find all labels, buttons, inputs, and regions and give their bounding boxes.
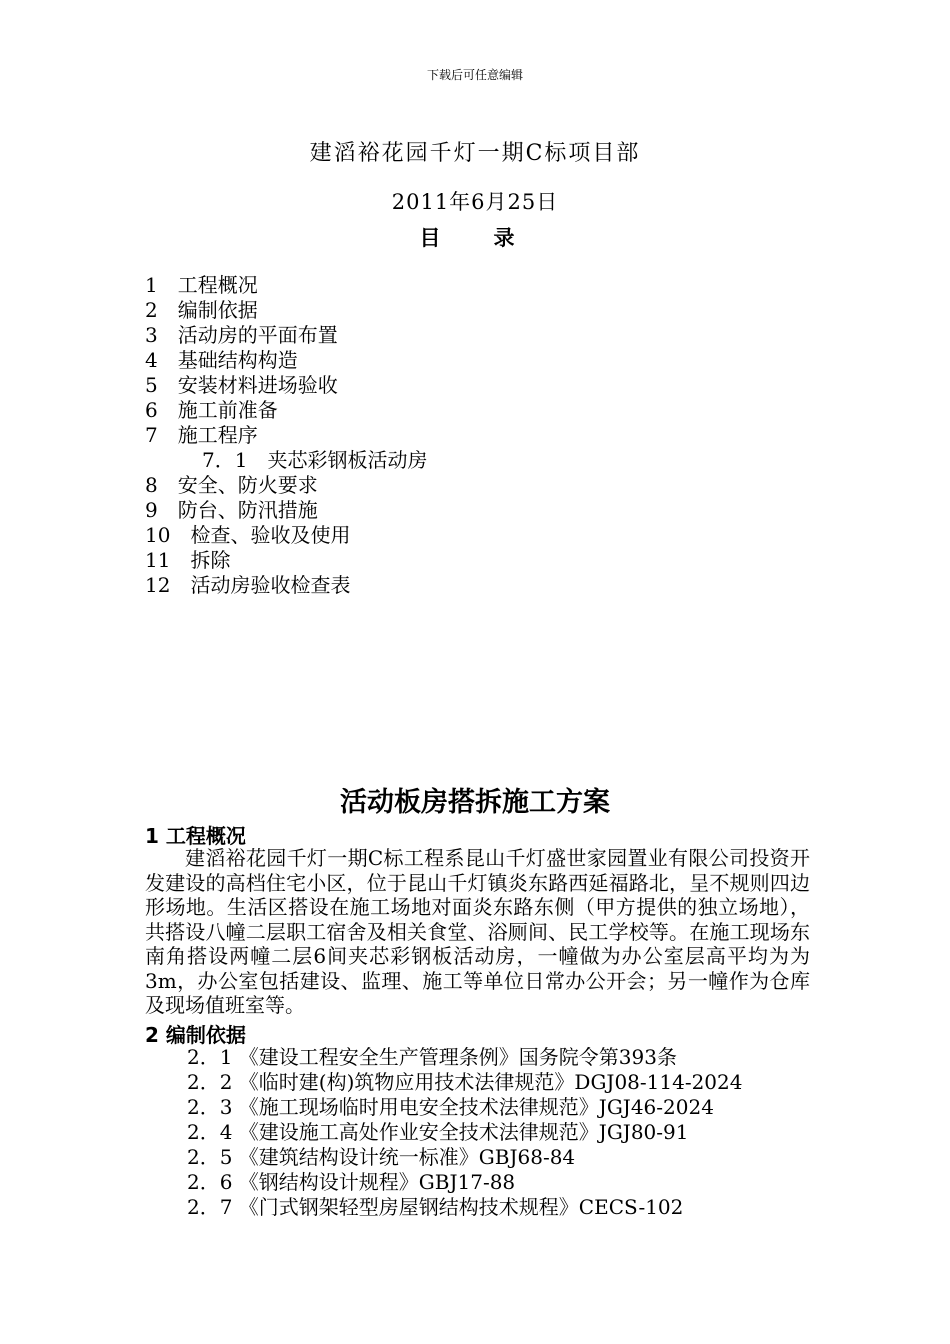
toc-title: 目 录	[419, 226, 531, 250]
project-name: 建滔裕花园千灯一期C标项目部	[309, 141, 641, 166]
reference-list	[187, 1045, 742, 1220]
toc-item: 4 基础结构构造	[145, 348, 298, 372]
toc-item: 12 活动房验收检查表	[145, 573, 351, 597]
toc-item: 3 活动房的平面布置	[145, 323, 338, 347]
section-heading-basis: 2 编制依据	[145, 1023, 246, 1047]
toc-item: 11 拆除	[145, 548, 231, 572]
section-heading-overview: 1 工程概况	[145, 824, 246, 848]
toc-item: 8 安全、防火要求	[145, 473, 318, 497]
toc-item: 7 施工程序	[145, 423, 258, 447]
toc-subitem: 7．1 夹芯彩钢板活动房	[202, 448, 428, 472]
toc-item: 2 编制依据	[145, 298, 258, 322]
reference-item: 2．4 《建设施工高处作业安全技术法律规范》JGJ80-91	[187, 1120, 689, 1144]
page-header-note: 下载后可任意编辑	[426, 68, 523, 82]
reference-item: 2．1 《建设工程安全生产管理条例》国务院令第393条	[187, 1045, 677, 1069]
cover-date: 2011年6月25日	[391, 190, 559, 214]
reference-item: 2．7 《门式钢架轻型房屋钢结构技术规程》CECS-102	[187, 1195, 684, 1219]
reference-item: 2．6 《钢结构设计规程》GBJ17-88	[187, 1170, 516, 1194]
toc-item: 10 检查、验收及使用	[145, 523, 351, 547]
table-of-contents	[145, 273, 427, 598]
toc-item: 6 施工前准备	[145, 398, 278, 422]
toc-item: 5 安装材料进场验收	[145, 373, 338, 397]
document-title: 活动板房搭拆施工方案	[340, 787, 610, 818]
toc-item: 1 工程概况	[145, 273, 258, 297]
reference-item: 2．2 《临时建(构)筑物应用技术法律规范》DGJ08-114-2024	[187, 1070, 743, 1094]
reference-item: 2．5 《建筑结构设计统一标准》GBJ68-84	[187, 1145, 576, 1169]
reference-item: 2．3 《施工现场临时用电安全技术法律规范》JGJ46-2024	[187, 1095, 714, 1119]
toc-item: 9 防台、防汛措施	[145, 498, 318, 522]
overview-paragraph: 建滔裕花园千灯一期C标工程系昆山千灯盛世家园置业有限公司投资开发建设的高档住宅小区，位于昆山千灯镇炎东路西延福路北，呈不规则四边形场地。生活区搭设在施工场地对面炎东路东侧（甲方提供的独立场地），共搭设八幢二层职工宿舍及相关食堂、浴厕间、民工学校等。在施工现场东南角搭设两幢二层6间夹芯彩钢板活动房，一幢做为办公室层高平均为为3m，办公室包括建设、监理、施工等单位日常办公开会；另一幢作为仓库及现场值班室等。	[145, 846, 810, 1017]
